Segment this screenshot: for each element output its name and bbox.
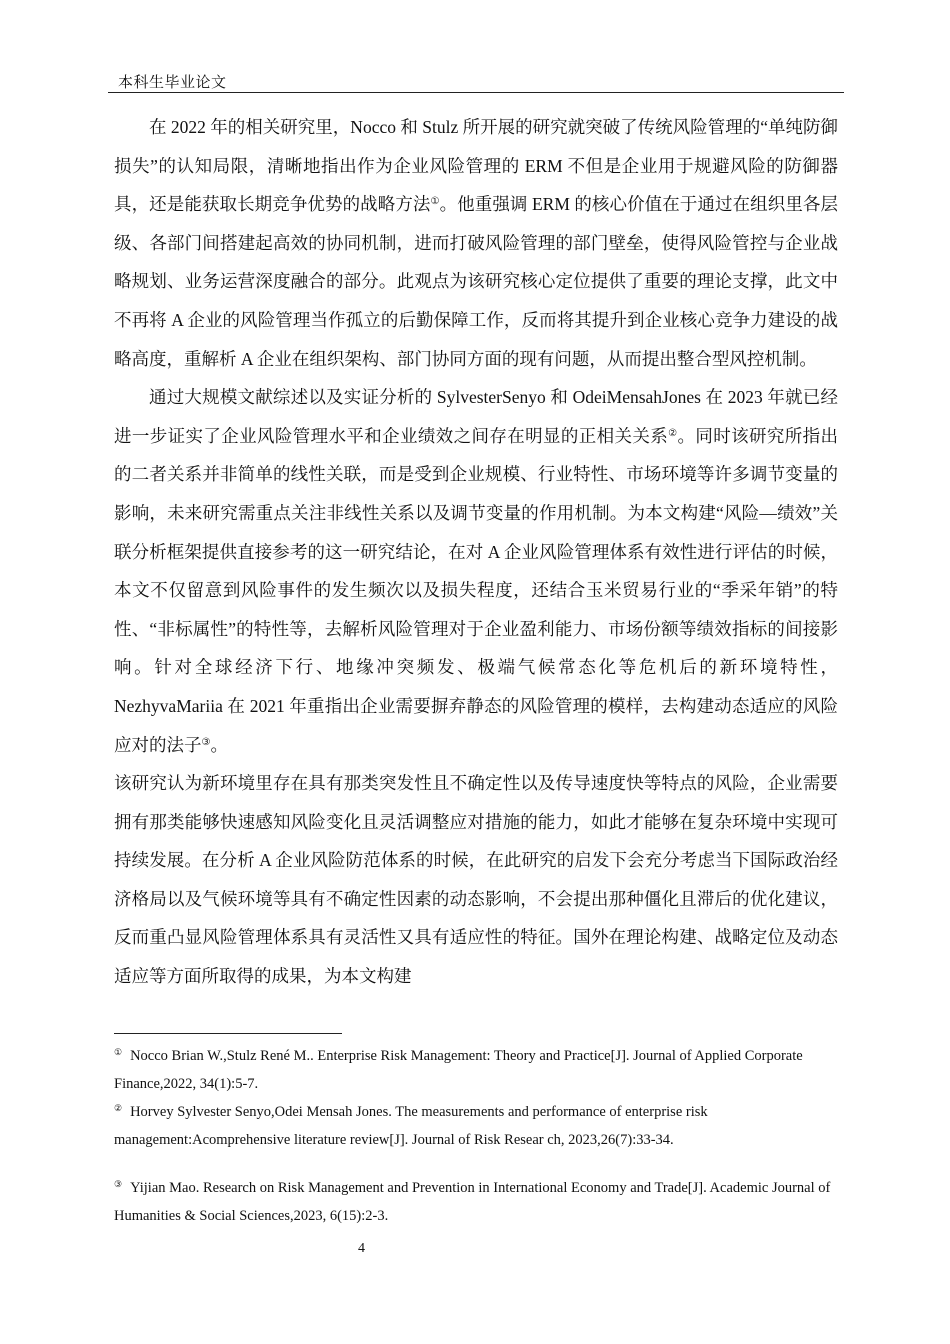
paragraph-2-text-b: 。同时该研究所指出的二者关系并非简单的线性关联，而是受到企业规模、行业特性、市场环境等许多调节变量的影响，未来研究需重点关注非线性关系以及调节变量的作用机制。为本文构建“风险—绩效”关联分析框架提供直接参考的这一研究结论，在对 A 企业风险管理体系有效性进行评估的时候，本文不仅留意到风险事件的发生频次以及损失程度，还结合玉米贸易行业的“季采年销”的特性、“非标属性”的特性等，去解析风险管理对于企业盈利能力、市场份额等绩效指标的间接影响。针对全球经济下行、地缘冲突频发、极端气候常态化等危机后的新环境特性，NezhyvaMariia 在 2021 年重指出企业需要摒弃静态的风险管理的模样，去构建动态适应的风险应对的法子 <box>114 425 839 755</box>
header-title: 本科生毕业论文 <box>118 75 227 91</box>
paragraph-1-text-a: 在 2022 年的相关研究里，Nocco 和 Stulz 所开展的研究就突破了传统风险管理的“单纯防御损失”的认知局限，清晰地指出作为企业风险管理的 ERM 不但是企业用于规避风险的防御器具，还是能获取长期竞争优势的战略方法 <box>114 117 838 215</box>
footnote-3-mark: ③ <box>114 1179 123 1189</box>
footnote-2 <box>114 1098 840 1154</box>
paragraph-3 <box>114 764 838 996</box>
footnote-ref-2[interactable]: ② <box>668 427 678 439</box>
footnote-2-mark: ② <box>114 1103 123 1113</box>
paragraph-3-text: 该研究认为新环境里存在具有那类突发性且不确定性以及传导速度快等特点的风险，企业需要拥有那类能够快速感知风险变化且灵活调整应对措施的能力，如此才能够在复杂环境中实现可持续发展。在分析 A 企业风险防范体系的时候，在此研究的启发下会充分考虑当下国际政治经济格局以及气候环境等具有不确定性因素的动态影响，不会提出那种僵化且滞后的优化建议，反而重凸显风险管理体系具有灵活性又具有适应性的特征。国外在理论构建、战略定位及动态适应等方面所取得的成果，为本文构建 <box>114 773 838 987</box>
footnote-1-text: Nocco Brian W.,Stulz René M.. Enterprise Risk Management: Theory and Practice[J]. Journal of Applied Corporate Finance,2022, 34(1):5-7. <box>114 1048 803 1092</box>
footnote-separator <box>114 1033 342 1034</box>
footnote-ref-3[interactable]: ③ <box>201 736 211 748</box>
footnotes <box>114 1042 840 1230</box>
paragraph-1 <box>114 108 838 378</box>
paragraph-2 <box>114 378 838 764</box>
footnote-2-text: Horvey Sylvester Senyo,Odei Mensah Jones. The measurements and performance of enterprise risk management:Acomprehensive literature review[J]. Journal of Risk Resear ch, 2023,26(7):33-34. <box>114 1104 708 1148</box>
footnote-3 <box>114 1174 840 1230</box>
paragraph-2-text-c: 。 <box>210 734 228 755</box>
footnote-3-text: Yijian Mao. Research on Risk Management and Prevention in International Economy and Trade[J]. Academic Journal of Humanities & Social Sciences,2023, 6(15):2-3. <box>114 1180 831 1224</box>
footnote-ref-1[interactable]: ① <box>430 196 440 208</box>
footnote-1-mark: ① <box>114 1047 123 1057</box>
body-text <box>114 108 838 996</box>
paragraph-2-text-a: 通过大规模文献综述以及实证分析的 SylvesterSenyo 和 OdeiMensahJones 在 2023 年就已经进一步证实了企业风险管理水平和企业绩效之间存在明显的正相关关系 <box>114 387 838 446</box>
page-number: 4 <box>358 1241 365 1256</box>
page-header <box>108 70 844 93</box>
footnote-1 <box>114 1042 840 1098</box>
paragraph-1-text-b: 。他重强调 ERM 的核心价值在于通过在组织里各层级、各部门间搭建起高效的协同机制，进而打破风险管理的部门壁垒，使得风险管控与企业战略规划、业务运营深度融合的部分。此观点为该研究核心定位提供了重要的理论支撑，此文中不再将 A 企业的风险管理当作孤立的后勤保障工作，反而将其提升到企业核心竞争力建设的战略高度，重解析 A 企业在组织架构、部门协同方面的现有问题，从而提出整合型风控机制。 <box>114 194 839 369</box>
